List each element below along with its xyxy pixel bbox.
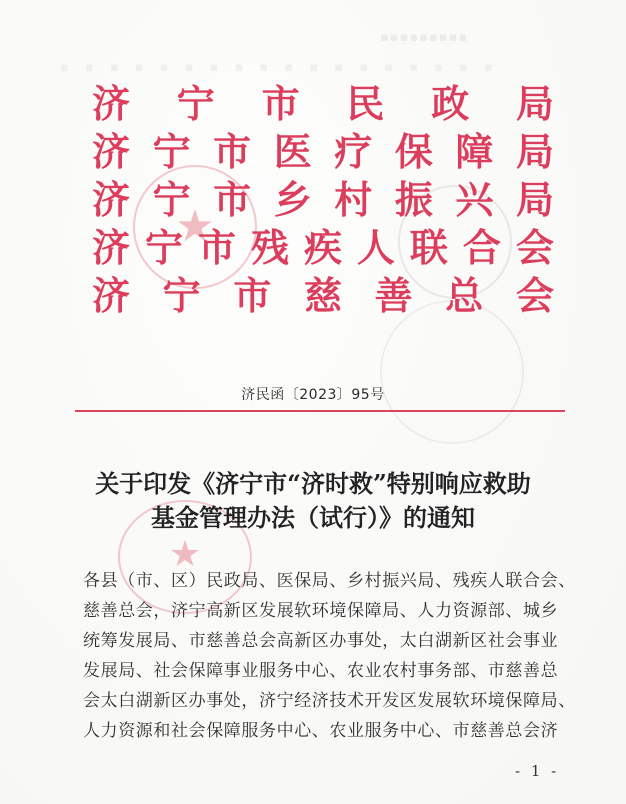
agency-char: 疗 (334, 130, 373, 174)
body-line: 会太白湖新区办事处，济宁经济技术开发区发展软环境保障局、 (83, 691, 576, 711)
agency-char: 村 (334, 178, 373, 222)
body-line: 各县（市、区）民政局、医保局、乡村振兴局、残疾人联合会、 (83, 571, 576, 591)
star-icon: ★ (175, 201, 215, 252)
faint-stamp-bleed (380, 300, 524, 444)
title-line-1: 关于印发《济宁市“济时救”特别响应救助 (95, 469, 531, 498)
agency-char: 民 (346, 82, 385, 126)
body-line: 人力资源和社会保障服务中心、农业服务中心、市慈善总会济 (83, 721, 559, 741)
agency-char: 会 (515, 274, 554, 318)
body-line: 发展局、社会保障事业服务中心、农业农村事务部、市慈善总 (83, 661, 559, 681)
document-number: 济民函〔2023〕95号 (241, 387, 385, 403)
body-line: 统筹发展局、市慈善总会高新区办事处，太白湖新区社会事业 (83, 631, 559, 651)
agency-char: 人 (356, 226, 395, 270)
agency-char: 局 (515, 130, 554, 174)
bleed-through-text: ▪ ▪ ▪ ▪ ▪ ▪ ▪ ▪ ▪ ▪ ▪ ▪ ▪ ▪ ▪ ▪ ▪ ▪ (60, 60, 499, 75)
bleed-through-text: ▪▪▪▪▪▪▪▪▪ (380, 30, 469, 45)
agency-char: 局 (515, 178, 554, 222)
agency-char: 联 (409, 226, 448, 270)
agency-disabled-persons-federation (92, 224, 554, 272)
agency-char: 兴 (455, 178, 494, 222)
agency-char: 疾 (303, 226, 342, 270)
agency-char: 保 (394, 130, 433, 174)
agency-char: 慈 (303, 274, 342, 318)
agency-char: 局 (515, 82, 554, 126)
agency-char: 市 (261, 82, 300, 126)
agency-char: 残 (250, 226, 289, 270)
agency-char: 医 (273, 130, 312, 174)
agency-char: 宁 (176, 82, 215, 126)
agency-charity-federation (92, 272, 554, 320)
agency-char: 济 (92, 82, 131, 126)
agency-char: 市 (213, 178, 252, 222)
agency-char: 总 (445, 274, 484, 318)
agency-char: 合 (462, 226, 501, 270)
agency-healthcare-security (92, 128, 554, 176)
agency-char: 宁 (152, 178, 191, 222)
agency-char: 宁 (152, 130, 191, 174)
red-divider-line (75, 410, 565, 412)
agency-char: 市 (233, 274, 272, 318)
agency-char: 济 (92, 178, 131, 222)
addressee-paragraph (83, 566, 576, 746)
agency-char: 济 (92, 274, 131, 318)
agency-char: 障 (455, 130, 494, 174)
issuing-agencies-header (92, 80, 554, 320)
agency-char: 市 (213, 130, 252, 174)
agency-char: 济 (92, 226, 131, 270)
star-icon: ★ (168, 533, 202, 575)
document-title (0, 467, 626, 535)
agency-char: 济 (92, 130, 131, 174)
agency-civil-affairs (92, 80, 554, 128)
agency-char: 振 (394, 178, 433, 222)
body-line: 慈善总会，济宁高新区发展软环境保障局、人力资源部、城乡 (83, 601, 559, 621)
agency-rural-revitalization (92, 176, 554, 224)
page-number: - 1 - (515, 762, 560, 780)
title-line-2: 基金管理办法（试行）》的通知 (151, 503, 475, 532)
agency-char: 善 (374, 274, 413, 318)
agency-char: 宁 (162, 274, 201, 318)
agency-char: 宁 (144, 226, 183, 270)
agency-char: 政 (431, 82, 470, 126)
agency-char: 会 (515, 226, 554, 270)
agency-char: 乡 (273, 178, 312, 222)
agency-char: 市 (197, 226, 236, 270)
